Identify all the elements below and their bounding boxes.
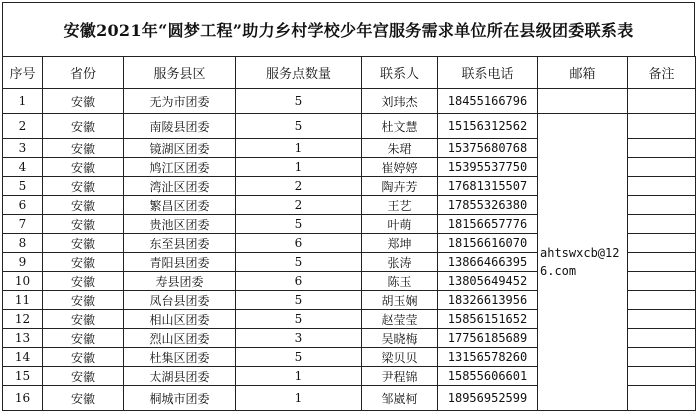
cell-no: 14 xyxy=(3,348,43,367)
cell-county: 桐城市团委 xyxy=(124,386,236,411)
header-email: 邮箱 xyxy=(538,57,628,89)
cell-count: 1 xyxy=(236,139,362,158)
cell-contact: 赵莹莹 xyxy=(362,310,438,329)
cell-province: 安徽 xyxy=(43,386,124,411)
cell-county: 凤台县团委 xyxy=(124,291,236,310)
cell-no: 11 xyxy=(3,291,43,310)
cell-county: 寿县团委 xyxy=(124,272,236,291)
cell-remarks xyxy=(628,114,696,139)
cell-count: 5 xyxy=(236,89,362,114)
cell-contact: 崔婷婷 xyxy=(362,158,438,177)
cell-count: 1 xyxy=(236,386,362,411)
cell-remarks xyxy=(628,310,696,329)
cell-province: 安徽 xyxy=(43,89,124,114)
contact-table-sheet xyxy=(2,2,695,412)
cell-remarks xyxy=(628,215,696,234)
cell-county: 无为市团委 xyxy=(124,89,236,114)
cell-province: 安徽 xyxy=(43,291,124,310)
cell-count: 5 xyxy=(236,253,362,272)
cell-email-empty xyxy=(538,89,628,114)
header-phone: 联系电话 xyxy=(438,57,538,89)
cell-contact: 杜文慧 xyxy=(362,114,438,139)
cell-province: 安徽 xyxy=(43,177,124,196)
cell-county: 繁昌区团委 xyxy=(124,196,236,215)
cell-county: 湾沚区团委 xyxy=(124,177,236,196)
cell-province: 安徽 xyxy=(43,310,124,329)
cell-no: 2 xyxy=(3,114,43,139)
cell-count: 1 xyxy=(236,158,362,177)
cell-province: 安徽 xyxy=(43,348,124,367)
cell-count: 6 xyxy=(236,272,362,291)
cell-remarks xyxy=(628,253,696,272)
cell-count: 5 xyxy=(236,310,362,329)
cell-county: 南陵县团委 xyxy=(124,114,236,139)
cell-remarks xyxy=(628,177,696,196)
cell-remarks xyxy=(628,367,696,386)
cell-no: 15 xyxy=(3,367,43,386)
header-remarks: 备注 xyxy=(628,57,696,89)
cell-contact: 尹程锦 xyxy=(362,367,438,386)
cell-contact: 刘玮杰 xyxy=(362,89,438,114)
cell-province: 安徽 xyxy=(43,196,124,215)
cell-remarks xyxy=(628,196,696,215)
cell-count: 5 xyxy=(236,215,362,234)
cell-phone: 18156657776 xyxy=(438,215,538,234)
cell-count: 5 xyxy=(236,348,362,367)
cell-phone: 17855326380 xyxy=(438,196,538,215)
header-province: 省份 xyxy=(43,57,124,89)
cell-count: 2 xyxy=(236,177,362,196)
header-contact: 联系人 xyxy=(362,57,438,89)
cell-email: ahtswxcb@126.com xyxy=(538,114,628,411)
cell-phone: 15395537750 xyxy=(438,158,538,177)
cell-contact: 吴晓梅 xyxy=(362,329,438,348)
cell-phone: 15855606601 xyxy=(438,367,538,386)
cell-no: 9 xyxy=(3,253,43,272)
cell-remarks xyxy=(628,158,696,177)
cell-no: 12 xyxy=(3,310,43,329)
cell-no: 7 xyxy=(3,215,43,234)
header-no: 序号 xyxy=(3,57,43,89)
table-title: 安徽2021年“圆梦工程”助力乡村学校少年宫服务需求单位所在县级团委联系表 xyxy=(2,2,695,56)
cell-phone: 17681315507 xyxy=(438,177,538,196)
cell-phone: 15375680768 xyxy=(438,139,538,158)
cell-county: 贵池区团委 xyxy=(124,215,236,234)
cell-remarks xyxy=(628,386,696,411)
cell-county: 东至县团委 xyxy=(124,234,236,253)
header-county: 服务县区 xyxy=(124,57,236,89)
cell-phone: 18156616070 xyxy=(438,234,538,253)
cell-no: 5 xyxy=(3,177,43,196)
cell-phone: 15856151652 xyxy=(438,310,538,329)
cell-province: 安徽 xyxy=(43,234,124,253)
cell-province: 安徽 xyxy=(43,272,124,291)
cell-county: 鸠江区团委 xyxy=(124,158,236,177)
cell-phone: 18956952599 xyxy=(438,386,538,411)
cell-contact: 叶萌 xyxy=(362,215,438,234)
cell-contact: 朱珺 xyxy=(362,139,438,158)
cell-count: 2 xyxy=(236,196,362,215)
cell-phone: 13156578260 xyxy=(438,348,538,367)
cell-phone: 18455166796 xyxy=(438,89,538,114)
cell-no: 6 xyxy=(3,196,43,215)
cell-phone: 13866466395 xyxy=(438,253,538,272)
cell-remarks xyxy=(628,348,696,367)
cell-contact: 梁贝贝 xyxy=(362,348,438,367)
header-row xyxy=(3,57,696,89)
header-count: 服务点数量 xyxy=(236,57,362,89)
cell-no: 10 xyxy=(3,272,43,291)
cell-province: 安徽 xyxy=(43,139,124,158)
cell-county: 太湖县团委 xyxy=(124,367,236,386)
cell-count: 6 xyxy=(236,234,362,253)
cell-remarks xyxy=(628,291,696,310)
cell-phone: 18326613956 xyxy=(438,291,538,310)
cell-province: 安徽 xyxy=(43,253,124,272)
cell-contact: 郑坤 xyxy=(362,234,438,253)
cell-remarks xyxy=(628,329,696,348)
contact-table xyxy=(2,56,696,411)
cell-contact: 王艺 xyxy=(362,196,438,215)
cell-count: 5 xyxy=(236,291,362,310)
table-row xyxy=(3,89,696,114)
cell-province: 安徽 xyxy=(43,114,124,139)
cell-contact: 胡玉娴 xyxy=(362,291,438,310)
cell-contact: 陈玉 xyxy=(362,272,438,291)
cell-remarks xyxy=(628,89,696,114)
cell-province: 安徽 xyxy=(43,367,124,386)
cell-county: 杜集区团委 xyxy=(124,348,236,367)
cell-phone: 13805649452 xyxy=(438,272,538,291)
cell-contact: 邹崴柯 xyxy=(362,386,438,411)
cell-remarks xyxy=(628,139,696,158)
cell-no: 8 xyxy=(3,234,43,253)
cell-county: 镜湖区团委 xyxy=(124,139,236,158)
cell-no: 3 xyxy=(3,139,43,158)
cell-province: 安徽 xyxy=(43,329,124,348)
cell-no: 16 xyxy=(3,386,43,411)
cell-province: 安徽 xyxy=(43,215,124,234)
cell-province: 安徽 xyxy=(43,158,124,177)
cell-count: 5 xyxy=(236,114,362,139)
cell-count: 3 xyxy=(236,329,362,348)
cell-contact: 陶卉芳 xyxy=(362,177,438,196)
table-row xyxy=(3,114,696,139)
cell-county: 青阳县团委 xyxy=(124,253,236,272)
cell-county: 相山区团委 xyxy=(124,310,236,329)
cell-county: 烈山区团委 xyxy=(124,329,236,348)
cell-no: 1 xyxy=(3,89,43,114)
cell-contact: 张涛 xyxy=(362,253,438,272)
cell-remarks xyxy=(628,234,696,253)
cell-phone: 17756185689 xyxy=(438,329,538,348)
cell-remarks xyxy=(628,272,696,291)
cell-phone: 15156312562 xyxy=(438,114,538,139)
cell-no: 13 xyxy=(3,329,43,348)
cell-count: 1 xyxy=(236,367,362,386)
cell-no: 4 xyxy=(3,158,43,177)
